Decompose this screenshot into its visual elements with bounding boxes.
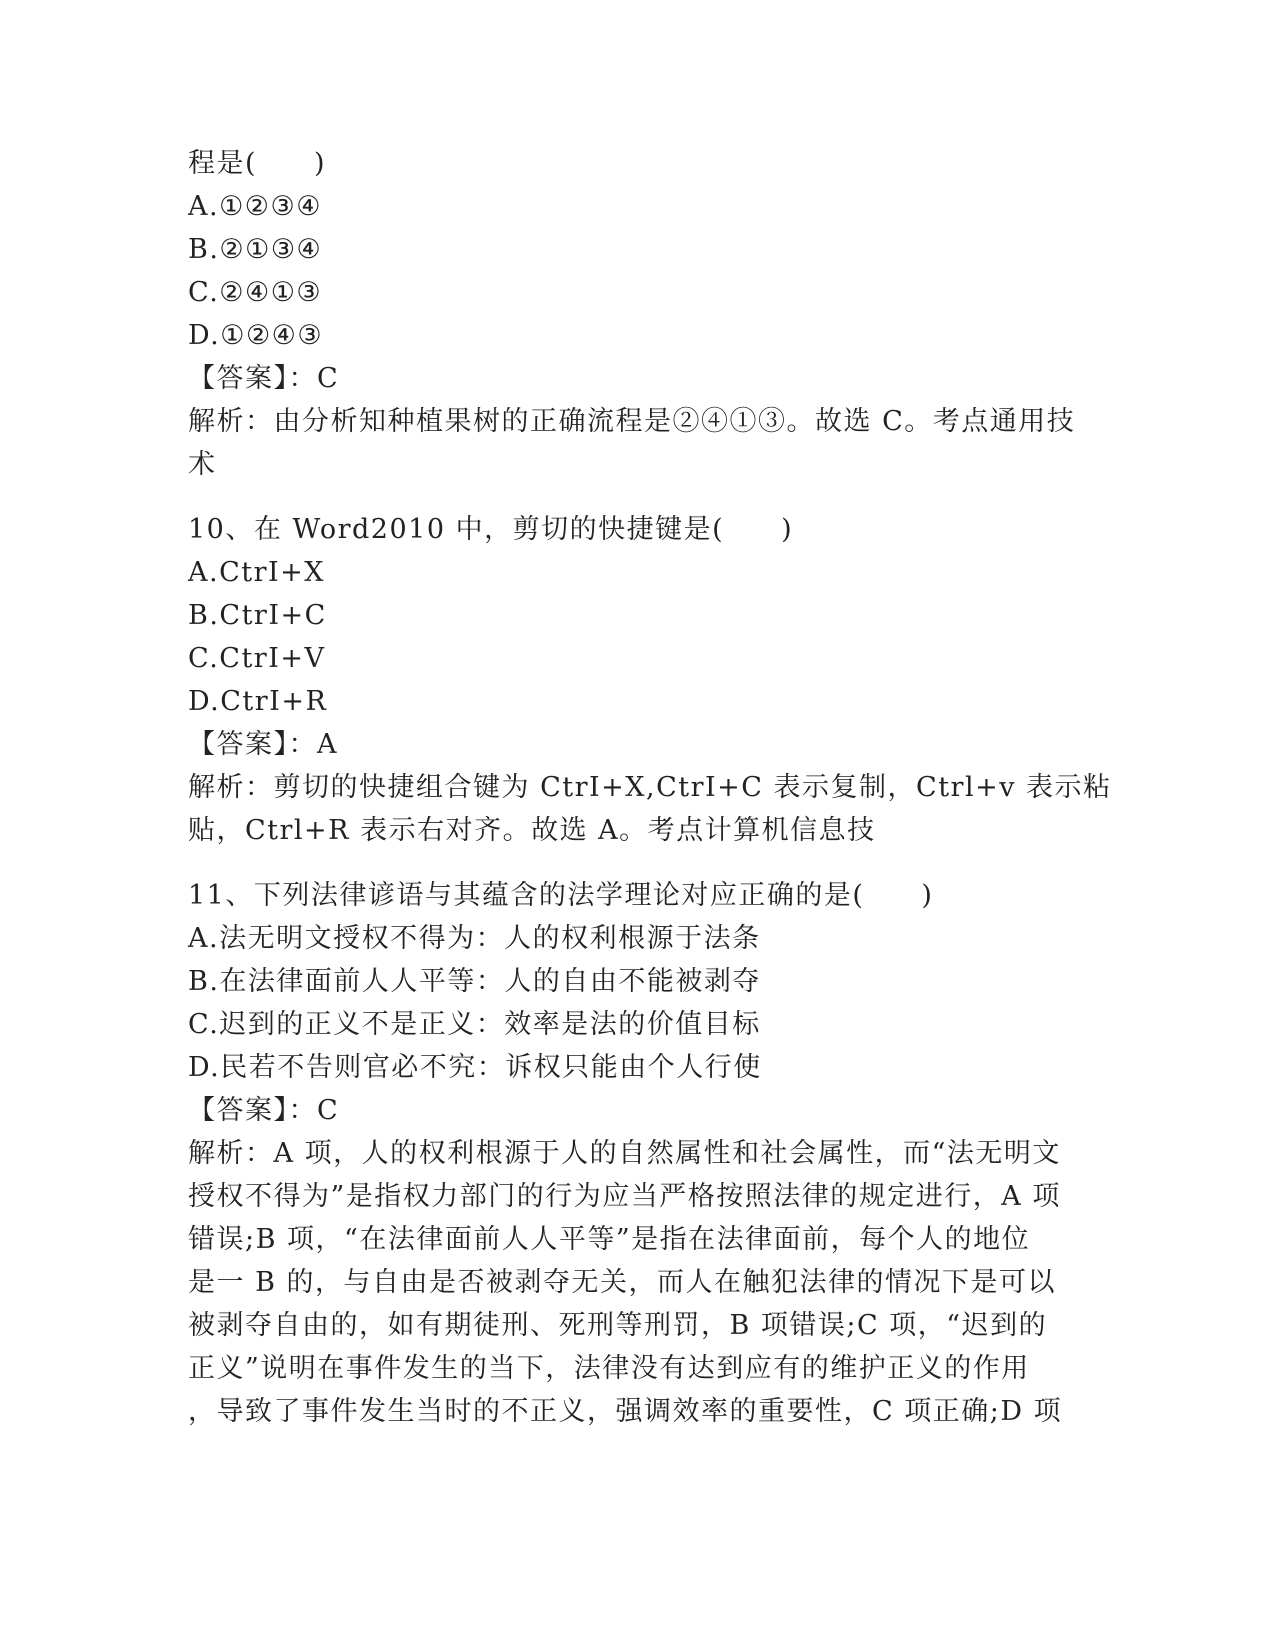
block-spacer	[188, 486, 1088, 508]
option-c: C.②④①③	[188, 277, 323, 308]
option-a: A.CtrI+X	[188, 557, 326, 588]
question-stem: 11、下列法律谚语与其蕴含的法学理论对应正确的是( )	[188, 880, 934, 911]
question-stem: 程是( )	[188, 148, 327, 179]
question-11-block	[188, 874, 1088, 1433]
option-c: C.CtrI+V	[188, 643, 326, 674]
option-b: B.CtrI+C	[188, 600, 327, 631]
analysis-line: 授权不得为”是指权力部门的行为应当严格按照法律的规定进行，A 项	[188, 1181, 1061, 1212]
option-b: B.在法律面前人人平等：人的自由不能被剥夺	[188, 966, 761, 997]
analysis-line: 术	[188, 449, 217, 480]
option-b: B.②①③④	[188, 234, 323, 265]
analysis-line: 是一 B 的，与自由是否被剥夺无关，而人在触犯法律的情况下是可以	[188, 1267, 1057, 1298]
option-d: D.CtrI+R	[188, 686, 328, 717]
option-a: A.法无明文授权不得为：人的权利根源于法条	[188, 923, 761, 954]
question-9-block	[188, 142, 1088, 486]
analysis-line: 解析：A 项，人的权利根源于人的自然属性和社会属性，而“法无明文	[188, 1138, 1061, 1169]
block-spacer	[188, 852, 1088, 874]
option-c: C.迟到的正义不是正义：效率是法的价值目标	[188, 1009, 761, 1040]
option-a: A.①②③④	[188, 191, 322, 222]
answer-line: 【答案】：C	[188, 1095, 340, 1126]
analysis-line: 正义”说明在事件发生的当下，法律没有达到应有的维护正义的作用	[188, 1353, 1030, 1384]
analysis-line: 解析：剪切的快捷组合键为 CtrI+X,CtrI+C 表示复制，Ctrl+v 表示粘	[188, 772, 1112, 803]
analysis-line: 解析：由分析知种植果树的正确流程是②④①③。故选 C。考点通用技	[188, 406, 1076, 437]
analysis-line: ，导致了事件发生当时的不正义，强调效率的重要性，C 项正确;D 项	[188, 1396, 1063, 1427]
analysis-line: 错误;B 项，“在法律面前人人平等”是指在法律面前，每个人的地位	[188, 1224, 1031, 1255]
option-d: D.民若不告则官必不究：诉权只能由个人行使	[188, 1052, 762, 1083]
document-page	[188, 142, 1112, 1433]
question-10-block	[188, 508, 1112, 852]
analysis-line: 贴，Ctrl+R 表示右对齐。故选 A。考点计算机信息技	[188, 815, 876, 846]
answer-line: 【答案】：C	[188, 363, 340, 394]
answer-line: 【答案】：A	[188, 729, 338, 760]
question-stem: 10、在 Word2010 中，剪切的快捷键是( )	[188, 514, 794, 545]
analysis-line: 被剥夺自由的，如有期徒刑、死刑等刑罚，B 项错误;C 项，“迟到的	[188, 1310, 1048, 1341]
option-d: D.①②④③	[188, 320, 324, 351]
